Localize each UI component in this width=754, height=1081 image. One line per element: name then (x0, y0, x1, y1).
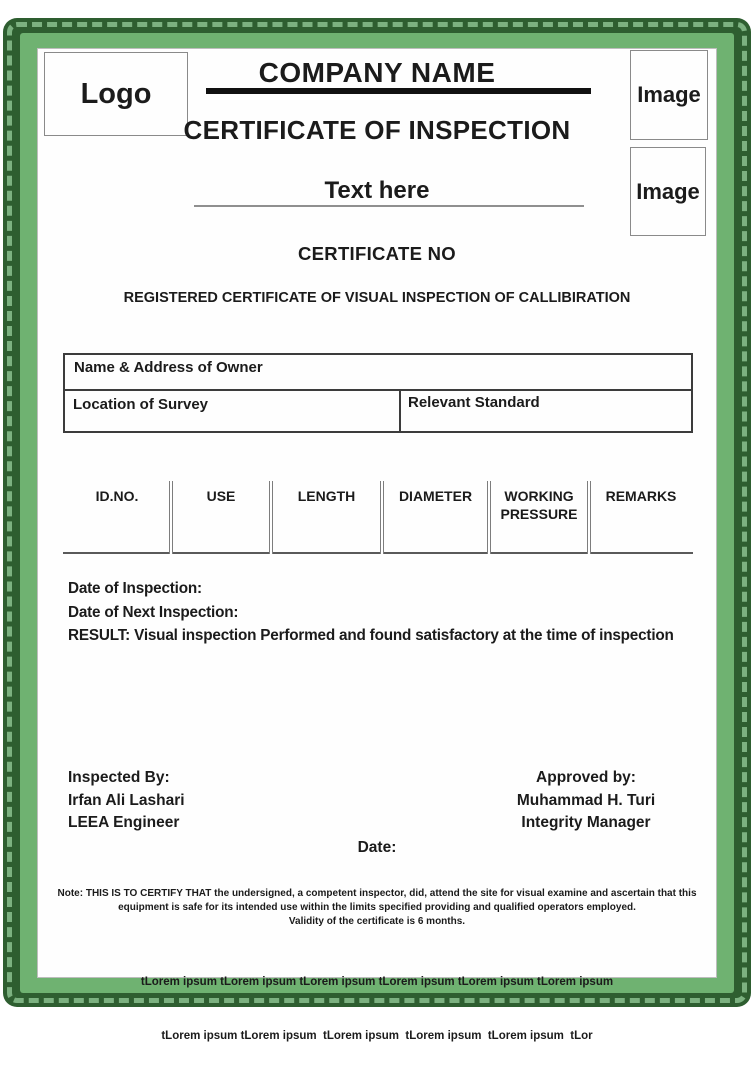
company-name-underline (206, 88, 591, 94)
column-header-working-pressure: WORKING PRESSURE (500, 488, 578, 522)
date-of-next-inspection-label: Date of Next Inspection: (68, 603, 239, 621)
certificate-content (37, 48, 717, 1042)
certificate-no-heading: CERTIFICATE NO (297, 243, 457, 264)
lorem-line-2: tLorem ipsum tLorem ipsum tLorem ipsum tLorem ipsum tLorem ipsum tLor (161, 1030, 593, 1042)
note-line-2: equipment is safe for its intended use within the limits specified providing and qualified operators employed. (118, 902, 636, 913)
inspection-items-header-row (63, 481, 693, 554)
image-label-1: Image (637, 82, 701, 107)
column-divider (269, 481, 273, 554)
column-header-length: LENGTH (297, 488, 356, 504)
inspector-title: LEEA Engineer (68, 814, 180, 831)
inspected-by-block (68, 767, 185, 835)
placeholder-text-block (38, 937, 716, 1081)
approved-by-label: Approved by: (536, 769, 636, 786)
note-line-3: Validity of the certificate is 6 months. (288, 916, 466, 927)
inspection-details-block (68, 577, 674, 648)
approver-title: Integrity Manager (521, 814, 651, 831)
column-divider (587, 481, 591, 554)
column-header-diameter: DIAMETER (398, 488, 473, 504)
logo-label: Logo (80, 77, 152, 110)
note-line-1: Note: THIS IS TO CERTIFY THAT the undersigned, a competent inspector, did, attend the site for visual examine and ascertain that this (57, 888, 697, 899)
approver-name: Muhammad H. Turi (516, 791, 656, 809)
date-label: Date: (357, 839, 397, 856)
text-here-underline (194, 205, 584, 207)
column-header-use: USE (206, 488, 236, 504)
approved-by-block (478, 767, 694, 835)
text-here-placeholder: Text here (324, 177, 430, 204)
owner-table-row2 (65, 391, 691, 431)
column-header-id-no: ID.NO. (95, 488, 139, 504)
owner-name-address-cell: Name & Address of Owner (65, 355, 691, 391)
registered-certificate-line: REGISTERED CERTIFICATE OF VISUAL INSPECTION OF CALLIBIRATION (123, 290, 631, 306)
company-name-title: COMPANY NAME (258, 57, 496, 88)
column-divider (487, 481, 491, 554)
owner-info-table (63, 353, 693, 433)
inspector-name: Irfan Ali Lashari (68, 791, 185, 809)
column-header-remarks: REMARKS (605, 488, 677, 504)
image-label-2: Image (636, 178, 700, 204)
result-statement: RESULT: Visual inspection Performed and found satisfactory at the time of inspection (68, 627, 674, 644)
column-divider (380, 481, 384, 554)
inspected-by-label: Inspected By: (68, 769, 170, 786)
date-of-inspection-label: Date of Inspection: (68, 580, 202, 597)
certificate-of-inspection-title: CERTIFICATE OF INSPECTION (183, 115, 571, 145)
column-divider (169, 481, 173, 554)
certification-note (38, 887, 716, 929)
lorem-line-1: tLorem ipsum tLorem ipsum tLorem ipsum tLorem ipsum tLorem ipsum tLorem ipsum (140, 976, 614, 988)
location-of-survey-cell: Location of Survey (65, 391, 401, 431)
relevant-standard-cell: Relevant Standard (408, 394, 540, 411)
